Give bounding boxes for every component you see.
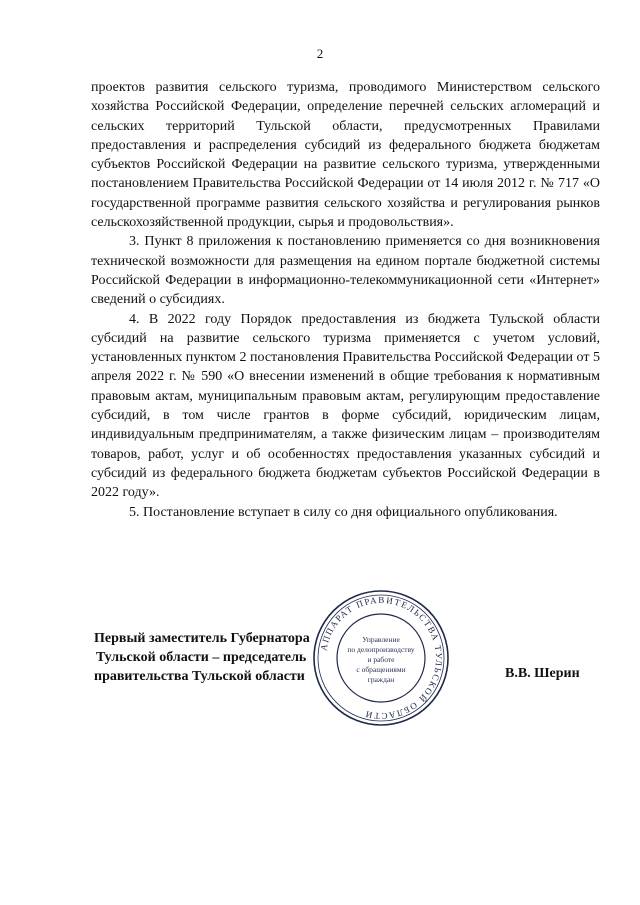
seal-center-line: по делопроизводству — [347, 645, 415, 654]
seal-center-line: Управление — [362, 635, 400, 644]
signatory-title — [94, 629, 310, 686]
page-number: 2 — [316, 46, 324, 61]
seal-center-line: граждан — [367, 675, 395, 684]
paragraph-item-5: 5. Постановление вступает в силу со дня официального опубликования. — [129, 504, 558, 520]
signatory-title-line: Тульской области – председатель — [96, 650, 307, 665]
signatory-title-line: Первый заместитель Губернатора — [94, 631, 310, 646]
signatory-name: В.В. Шерин — [505, 666, 580, 681]
seal-center-line: с обращениями — [356, 665, 406, 674]
paragraph-item-3: 3. Пункт 8 приложения к постановлению применяется со дня возникновения технической возможности для размещения на едином портале бюджетной системы Российской Федерации в информационно-телекоммуникационной сети «Интернет» сведений о субсидиях. — [91, 234, 600, 308]
signatory-title-line: правительства Тульской области — [94, 669, 305, 684]
paragraph-item-4: 4. В 2022 году Порядок предоставления из бюджета Тульской области субсидий на развитие сельского туризма применяется с учетом условий, установленных пунктом 2 постановления Правительства Российской Федерации от 5 апреля 2022 г. № 590 «О внесении изменений в общие требования к нормативным правовым актам, муниципальным правовым актам, регулирующим предоставление субсидий, в том числе грантов в форме субсидий, юридическим лицам, индивидуальным предпринимателям, а также физическим лицам – производителям товаров, работ, услуг и об особенностях предоставления указанных субсидий и субсидий из федерального бюджета бюджетам субъектов Российской Федерации в 2022 году». — [91, 311, 600, 501]
document-body — [91, 78, 600, 522]
official-seal-stamp — [311, 588, 451, 728]
paragraph-continuation: проектов развития сельского туризма, проводимого Министерством сельского хозяйства Российской Федерации, определение перечней сельских агломераций и сельских территорий Тульской области, предусмотренных Правилами предоставления и распределения субсидий из федерального бюджета бюджетам субъектов Российской Федерации на развитие сельского туризма, утвержденными постановлением Правительства Российской Федерации от 14 июля 2012 г. № 717 «О государственной программе развития сельского хозяйства и регулирования рынков сельскохозяйственной продукции, сырья и продовольствия». — [91, 80, 600, 231]
seal-center-line: и работе — [367, 655, 395, 664]
seal-ring-text: АППАРАТ ПРАВИТЕЛЬСТВА ТУЛЬСКОЙ ОБЛАСТИ — [318, 594, 445, 722]
